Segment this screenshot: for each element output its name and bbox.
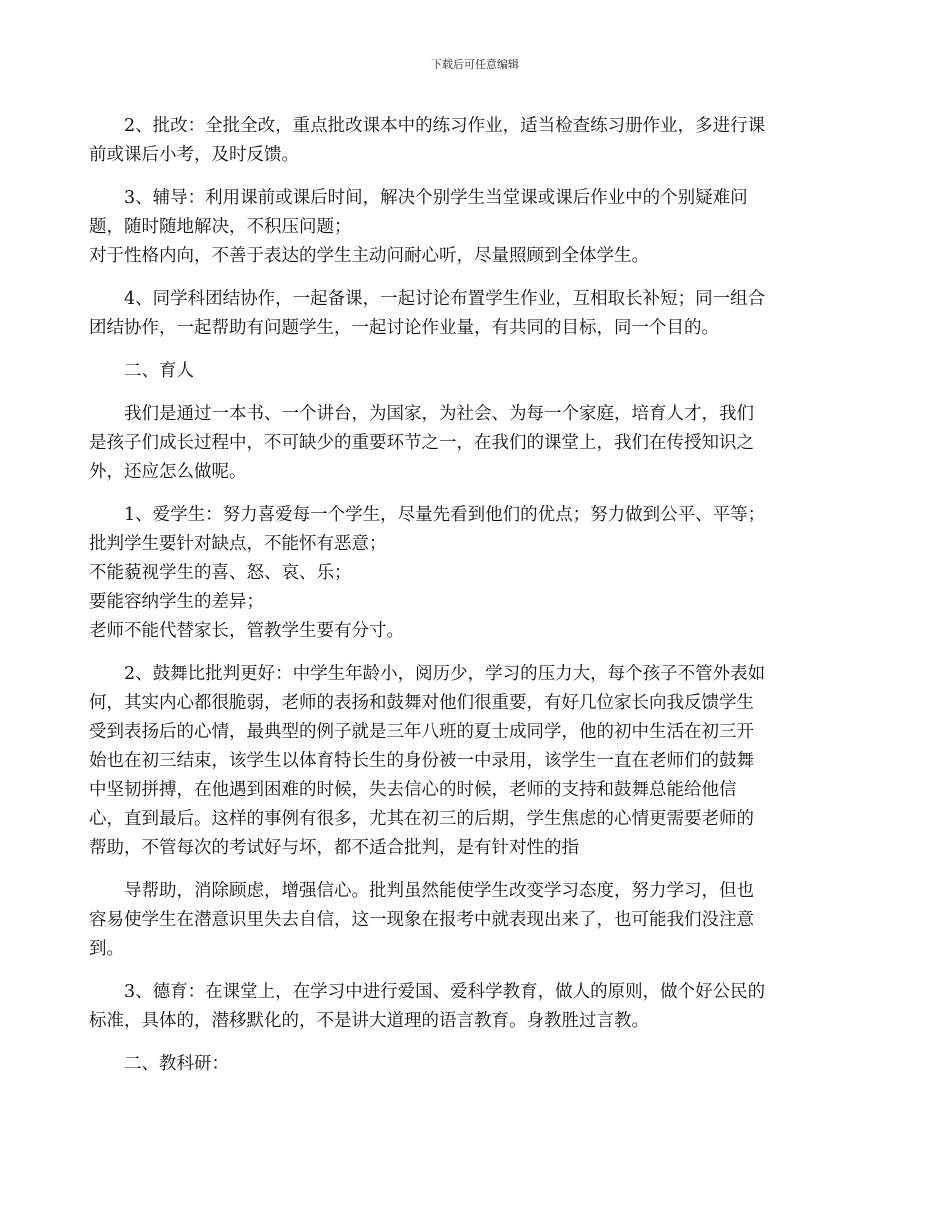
paragraph-intro xyxy=(89,400,861,487)
heading-text: 二、教科研： xyxy=(124,1054,229,1074)
text-line: 到。 xyxy=(89,939,124,959)
text-line: 不能藐视学生的喜、怒、哀、乐； xyxy=(89,563,352,583)
text-line: 导帮助，消除顾虑，增强信心。批判虽然能使学生改变学习态度，努力学习，但也 xyxy=(124,881,754,901)
paragraph-encouragement xyxy=(89,660,861,863)
text-line: 对于性格内向，不善于表达的学生主动问耐心听，尽量照顾到全体学生。 xyxy=(89,246,649,266)
text-line: 要能容纳学生的差异； xyxy=(89,592,264,612)
text-line: 何，其实内心都很脆弱，老师的表扬和鼓舞对他们很重要，有好几位家长向我反馈学生 xyxy=(89,693,754,713)
paragraph-moral-education xyxy=(89,978,861,1036)
paragraph-grading xyxy=(89,112,861,170)
text-line: 容易使学生在潜意识里失去自信，这一现象在报考中就表现出来了，也可能我们没注意 xyxy=(89,910,754,930)
section-heading-education xyxy=(89,357,861,386)
text-line: 团结协作，一起帮助有问题学生，一起讨论作业量，有共同的目标，同一个目的。 xyxy=(89,318,719,338)
text-line: 标准，具体的，潜移默化的，不是讲大道理的语言教育。身教胜过言教。 xyxy=(89,1011,649,1031)
text-line: 外，还应怎么做呢。 xyxy=(89,462,247,482)
document-body xyxy=(89,112,861,1093)
section-heading-research xyxy=(89,1050,861,1079)
text-line: 2、鼓舞比批判更好：中学生年龄小，阅历少，学习的压力大，每个孩子不管外表如 xyxy=(124,664,766,684)
text-line: 3、德育：在课堂上，在学习中进行爱国、爱科学教育，做人的原则，做个好公民的 xyxy=(124,982,766,1002)
text-line: 心，直到最后。这样的事例有很多，尤其在初三的后期，学生焦虑的心情更需要老师的 xyxy=(89,809,754,829)
header-note: 下载后可任意编辑 xyxy=(431,58,519,71)
text-line: 帮助，不管每次的考试好与坏，都不适合批判，是有针对性的指 xyxy=(89,838,579,858)
text-line: 始也在初三结束，该学生以体育特长生的身份被一中录用，该学生一直在老师们的鼓舞 xyxy=(89,751,754,771)
text-line: 我们是通过一本书、一个讲台，为国家，为社会、为每一个家庭，培育人才，我们 xyxy=(124,404,754,424)
text-line: 题，随时随地解决，不积压问题； xyxy=(89,217,352,237)
text-line: 老师不能代替家长，管教学生要有分寸。 xyxy=(89,621,404,641)
text-line: 前或课后小考，及时反馈。 xyxy=(89,145,299,165)
paragraph-tutoring xyxy=(89,184,861,271)
paragraph-love-students xyxy=(89,501,861,646)
text-line: 批判学生要针对缺点，不能怀有恶意； xyxy=(89,534,387,554)
heading-text: 二、育人 xyxy=(124,361,194,381)
text-line: 是孩子们成长过程中，不可缺少的重要环节之一，在我们的课堂上，我们在传授知识之 xyxy=(89,433,754,453)
text-line: 3、辅导：利用课前或课后时间，解决个别学生当堂课或课后作业中的个别疑难问 xyxy=(124,188,748,208)
paragraph-guidance xyxy=(89,877,861,964)
paragraph-collaboration xyxy=(89,285,861,343)
text-line: 4、同学科团结协作，一起备课，一起讨论布置学生作业，互相取长补短；同一组合 xyxy=(124,289,766,309)
text-line: 受到表扬后的心情，最典型的例子就是三年八班的夏士成同学，他的初中生活在初三开 xyxy=(89,722,754,742)
text-line: 2、批改：全批全改，重点批改课本中的练习作业，适当检查练习册作业，多进行课 xyxy=(124,116,766,136)
text-line: 1、爱学生：努力喜爱每一个学生，尽量先看到他们的优点；努力做到公平、平等； xyxy=(124,505,766,525)
text-line: 中坚韧拼搏，在他遇到困难的时候，失去信心的时候，老师的支持和鼓舞总能给他信 xyxy=(89,780,737,800)
